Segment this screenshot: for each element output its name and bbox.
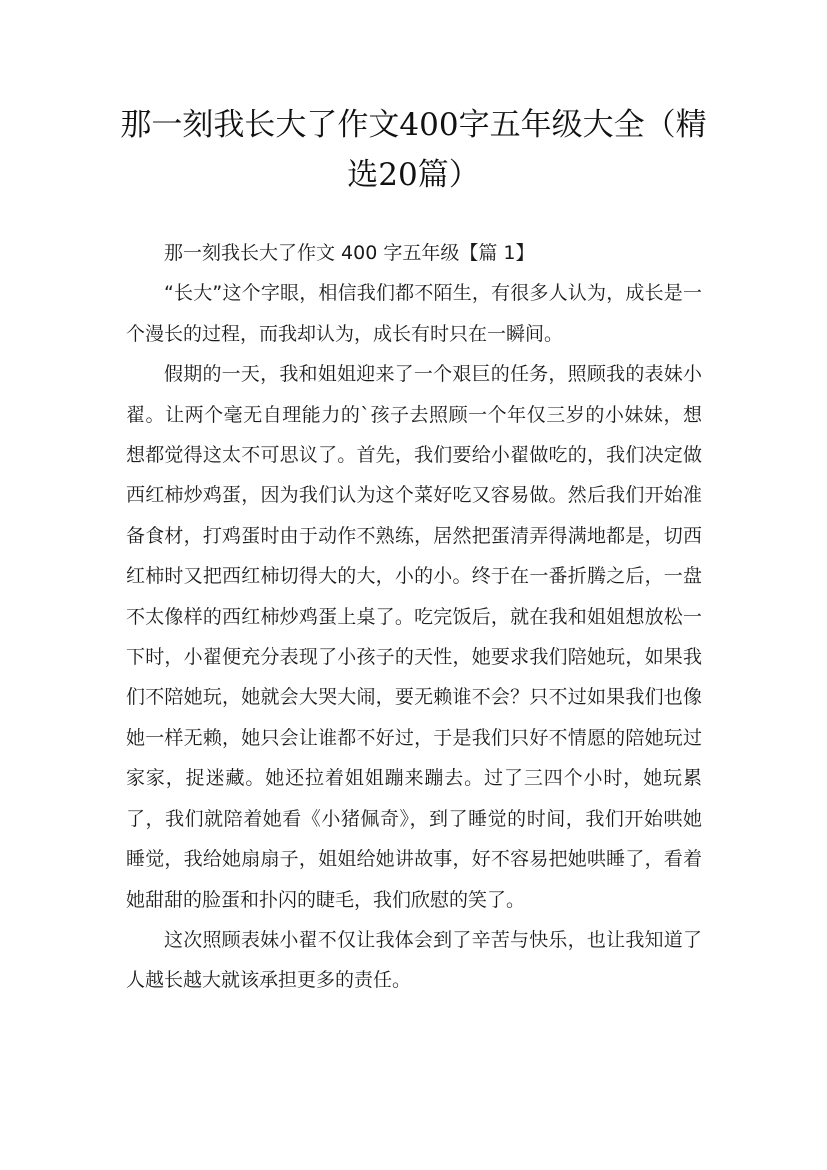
paragraph: “长大”这个字眼，相信我们都不陌生，有很多人认为，成长是一个漫长的过程，而我却认为，成长有时只在一瞬间。 [126, 282, 702, 345]
paragraph: 假期的一天，我和姐姐迎来了一个艰巨的任务，照顾我的表妹小翟。让两个毫无自理能力的`孩子去照顾一个年仅三岁的小妹妹，想想都觉得这太不可思议了。首先，我们要给小翟做吃的，我们决定做西红柿炒鸡蛋，因为我们认为这个菜好吃又容易做。然后我们开始准备食材，打鸡蛋时由于动作不熟练，居然把蛋清弄得满地都是，切西红柿时又把西红柿切得大的大，小的小。终于在一番折腾之后，一盘不太像样的西红柿炒鸡蛋上桌了。吃完饭后，就在我和姐姐想放松一下时，小翟便充分表现了小孩子的天性，她要求我们陪她玩，如果我们不陪她玩，她就会大哭大闹，要无赖谁不会？只不过如果我们也像她一样无赖，她只会让谁都不好过，于是我们只好不情愿的陪她玩过家家，捉迷藏。她还拉着姐姐蹦来蹦去。过了三四个小时，她玩累了，我们就陪着她看《小猪佩奇》，到了睡觉的时间，我们开始哄她睡觉，我给她扇扇子，姐姐给她讲故事，好不容易把她哄睡了，看着她甜甜的脸蛋和扑闪的睫毛，我们欣慰的笑了。 [126, 363, 702, 911]
document-body [126, 233, 702, 1001]
document-title: 那一刻我长大了作文400字五年级大全（精选20篇） [120, 107, 707, 193]
paragraph: 这次照顾表妹小翟不仅让我体会到了辛苦与快乐，也让我知道了人越长越大就该承担更多的责任。 [126, 928, 702, 992]
section-heading: 那一刻我长大了作文 400 字五年级【篇 1】 [164, 242, 535, 264]
